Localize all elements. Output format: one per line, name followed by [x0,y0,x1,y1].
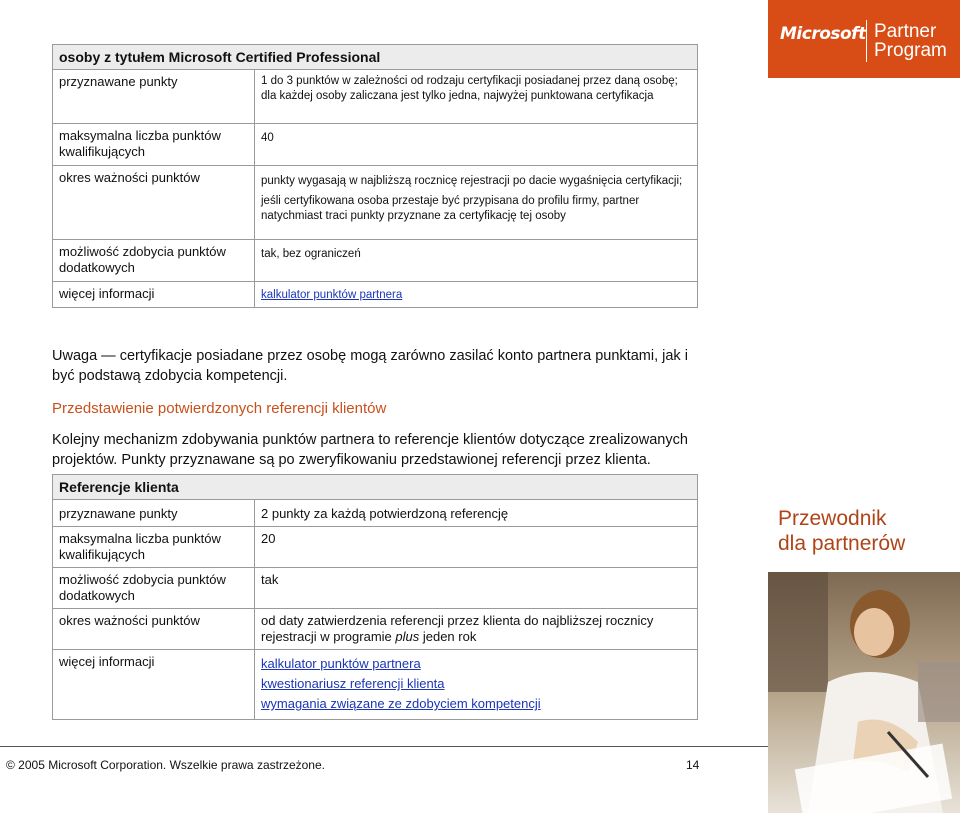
certification-note: Uwaga — certyfikacje posiadane przez osobę mogą zarówno zasilać konto partnera punktami, jak i być podstawą zdobycia kompetencji. [52,348,688,384]
competency-requirements-link[interactable]: wymagania związane ze zdobyciem kompetencji [261,696,541,711]
table-row [53,609,698,650]
row-label: możliwość zdobycia punktów dodatkowych [53,240,255,282]
section-heading: Przedstawienie potwierdzonych referencji klientów [52,400,387,417]
row-value [255,282,698,308]
row-label: okres ważności punktów [53,609,255,650]
woman-writing-photo [768,572,960,813]
table-row [53,240,698,282]
row-label: maksymalna liczba punktów kwalifikujących [53,124,255,166]
table-header-row [53,45,698,70]
sidebar [768,0,960,813]
validity-text-1: punkty wygasają w najbliższą rocznicę rejestracji po dacie wygaśnięcia certyfikacji; [261,175,683,187]
partner-program-label [874,22,947,60]
row-value: tak, bez ograniczeń [255,240,698,282]
validity-text-2: jeśli certyfikowana osoba przestaje być przypisana do profilu firmy, partner natychmiast traci punkty przyznane za certyfikację tej osoby [261,195,640,222]
table-row [53,166,698,240]
table-row [53,527,698,568]
row-value: 2 punkty za każdą potwierdzoną referencję [255,500,698,527]
row-value [255,650,698,720]
footer-copyright: © 2005 Microsoft Corporation. Wszelkie prawa zastrzeżone. [6,758,325,772]
partner-program-line1: Partner [874,21,937,42]
row-label: możliwość zdobycia punktów dodatkowych [53,568,255,609]
footer-divider [0,746,768,747]
row-label: maksymalna liczba punktów kwalifikujących [53,527,255,568]
photo-illustration [768,572,960,813]
customer-reference-questionnaire-link[interactable]: kwestionariusz referencji klienta [261,676,445,691]
table-header-row [53,475,698,500]
row-value [255,609,698,650]
table-row [53,500,698,527]
row-value: tak [255,568,698,609]
partner-guide-line1: Przewodnik [778,507,887,530]
mcp-table-title: osoby z tytułem Microsoft Certified Professional [53,45,698,70]
row-label: okres ważności punktów [53,166,255,240]
validity-text-post: jeden rok [419,629,477,644]
references-table-title: Referencje klienta [53,475,698,500]
section-text: Kolejny mechanizm zdobywania punktów partnera to referencje klientów dotyczące zrealizowanych projektów. Punkty przyznawane są po zweryfikowaniu przedstawionej referencji przez klienta. [52,432,688,468]
partner-guide-title [778,506,905,556]
microsoft-logo-word: Microsoft [780,24,866,44]
row-label: więcej informacji [53,282,255,308]
table-row [53,650,698,720]
page-number: 14 [686,758,700,772]
microsoft-partner-program-logo [768,0,960,78]
table-row [53,282,698,308]
row-label: przyznawane punkty [53,500,255,527]
row-value: 1 do 3 punktów w zależności od rodzaju certyfikacji posiadanej przez daną osobę; dla każdej osoby zaliczana jest tylko jedna, najwyżej punktowana certyfikacja [255,70,698,124]
logo-separator [866,20,867,62]
row-value: 40 [255,124,698,166]
mcp-points-table [52,44,698,308]
table-row [53,70,698,124]
row-value: 20 [255,527,698,568]
partner-points-calculator-link[interactable]: kalkulator punktów partnera [261,656,421,671]
table-row [53,124,698,166]
partner-guide-line2: dla partnerów [778,532,906,555]
customer-references-table [52,474,698,720]
validity-text-pre: od daty zatwierdzenia referencji przez klienta do najbliższej rocznicy rejestracji w programie [261,613,654,644]
row-label: przyznawane punkty [53,70,255,124]
validity-text-em: plus [395,629,420,644]
table-row [53,568,698,609]
row-label: więcej informacji [53,650,255,720]
row-value [255,166,698,240]
partner-points-calculator-link[interactable]: kalkulator punktów partnera [261,289,403,301]
partner-program-line2: Program [874,40,947,61]
